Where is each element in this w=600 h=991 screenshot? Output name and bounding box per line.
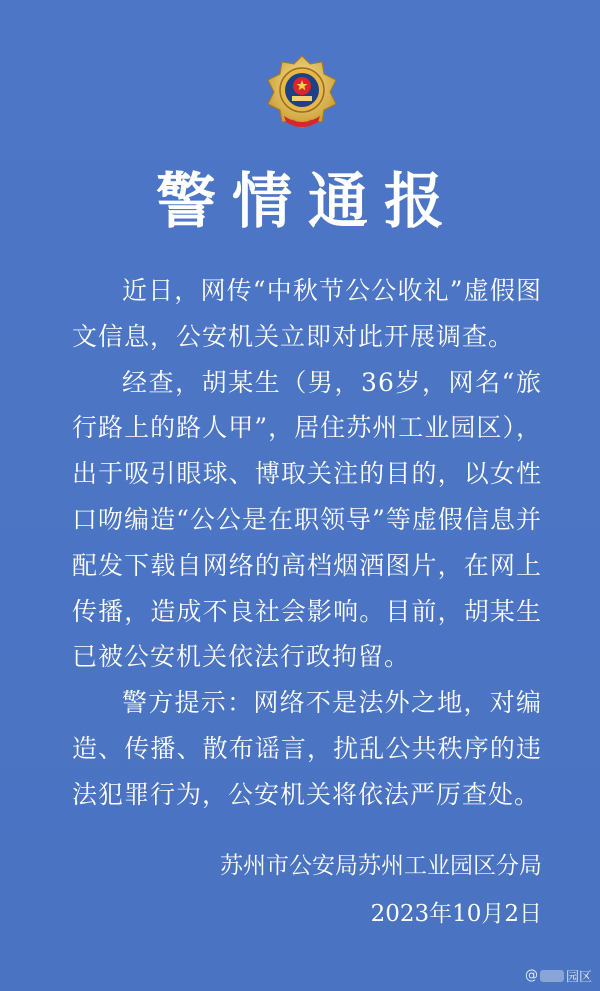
watermark (525, 966, 592, 985)
paragraph-3: 警方提示：网络不是法外之地，对编造、传播、散布谣言，扰乱公共秩序的违法犯罪行为，公安机关将依法严厉查处。 (72, 688, 542, 809)
police-emblem-icon (262, 52, 342, 132)
paragraph-2: 经查，胡某生（男，36岁，网名“旅行路上的路人甲”，居住苏州工业园区），出于吸引眼球、博取关注的目的，以女性口吻编造“公公是在职领导”等虚假信息并配发下载自网络的高档烟酒图片，在网上传播，造成不良社会影响。目前，胡某生已被公安机关依法行政拘留。 (72, 367, 542, 672)
paragraph-1: 近日，网传“中秋节公公收礼”虚假图文信息，公安机关立即对此开展调查。 (72, 276, 542, 351)
watermark-suffix: 园区 (565, 970, 592, 985)
blurred-handle (540, 970, 564, 982)
issue-date: 2023年10月2日 (370, 901, 542, 927)
notice-title: 警情通报 (156, 167, 460, 237)
issuer-name: 苏州市公安局苏州工业园区分局 (220, 853, 542, 879)
signature-block (220, 842, 542, 938)
notice-body (72, 268, 542, 818)
watermark-prefix: @ (524, 968, 538, 983)
